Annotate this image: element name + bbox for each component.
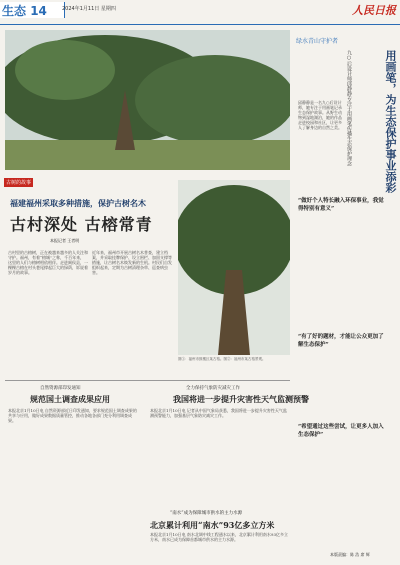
- feature-column-1: 古村里的古榕树，正在被越来越多的人关注和守护。福州，有着“榕城”之称，千百年来，这里的人们与榕树相依相伴。走进闽侯县，一棵棵古榕在村头巷尾撑起巨大的绿荫，诉说着岁月的故事。: [8, 250, 88, 275]
- main-photo: [5, 30, 290, 170]
- sidebar-quote-2: “有了好的题材，才能让公众更加了解生态保护”: [298, 334, 384, 348]
- bottom-left-title: 规范国土调查成果应用: [30, 394, 110, 404]
- old-banyan-image: [178, 180, 290, 355]
- bottom-mid2-body: 本报北京1月10日电 南水北调中线工程通水以来，北京累计利用南水93亿多立方米，南水已成为保障首都城市供水的主力水源。: [150, 532, 288, 542]
- bottom-left-body: 本报北京1月10日电 自然资源部近日印发通知，要求规范国土调查成果的共享与应用，做好成果数据质量管控，推动各地各部门充分利用调查成果。: [8, 408, 137, 423]
- feature-byline: 本报记者 王者明: [50, 238, 80, 243]
- feature-subtitle: 福建福州采取多种措施，保护古树名木: [10, 198, 146, 208]
- photo-caption: 图①：福州市鼓楼区某古榕。图②：福州市某古榕景观。: [178, 357, 266, 361]
- bottom-mid-overline: 全力保持气象防灾减灾工作: [186, 386, 240, 391]
- sidebar-intro: 九○后设计师邱静静专注于用画笔传播生态保护理念: [346, 50, 352, 166]
- secondary-photo: [178, 180, 290, 355]
- bottom-mid-body: 本报北京1月10日电 记者从中国气象局获悉，我国将进一步提升灾害性天气监测预警能力，加强基层气象防灾减灾工作。: [150, 408, 287, 418]
- bottom-mid-title: 我国将进一步提升灾害性天气监测预警: [173, 394, 309, 404]
- header-rule: [0, 24, 400, 25]
- editor-credit: 本版责编：陈 浩 席 辉: [330, 552, 370, 557]
- bottom-left-overline: 自然资源部印发通知: [40, 386, 81, 391]
- bottom-mid2-overline: “南水”成为保障城市供水的主力水源: [170, 511, 243, 516]
- sidebar-quote-1: “做好个人特长融入环保事业，我觉得特别有意义”: [298, 198, 384, 212]
- feature-column-2: 近年来，福州市开展古树名木普查，建立档案，并采取挂牌保护、设立围栏、加固支撑等措施，让古树名木焕发新的生机。村民们自发组织起来，定期为古树清理杂草、巡查病虫害。: [92, 250, 172, 275]
- feature-title: 古村深处 古榕常青: [10, 215, 153, 234]
- sidebar-headline: 用画笔，为生态保护事业添彩: [384, 50, 397, 193]
- date: 2024年1月11日 星期四: [62, 6, 116, 12]
- newspaper-logo: 人民日报: [352, 4, 396, 17]
- bottom-mid2-title: 北京累计利用“南水”93亿多立方米: [150, 520, 275, 530]
- sidebar-quote-3: “希望通过这些尝试，让更多人加入生态保护”: [298, 424, 384, 438]
- bottom-divider: [5, 380, 290, 381]
- section-hanger: 古树的故事: [6, 180, 32, 186]
- sidebar-body: 邱静静是一名九○后设计师，她专注于用画笔记录生态保护故事。从野生动物到湿地湖泊，她的作品走进校园和社区，让更多人了解身边的自然之美。: [298, 100, 342, 130]
- sidebar-column-name: 绿水青山守护者: [296, 38, 339, 45]
- banyan-tree-image: [5, 30, 290, 170]
- section-label: 生态 14: [2, 4, 47, 18]
